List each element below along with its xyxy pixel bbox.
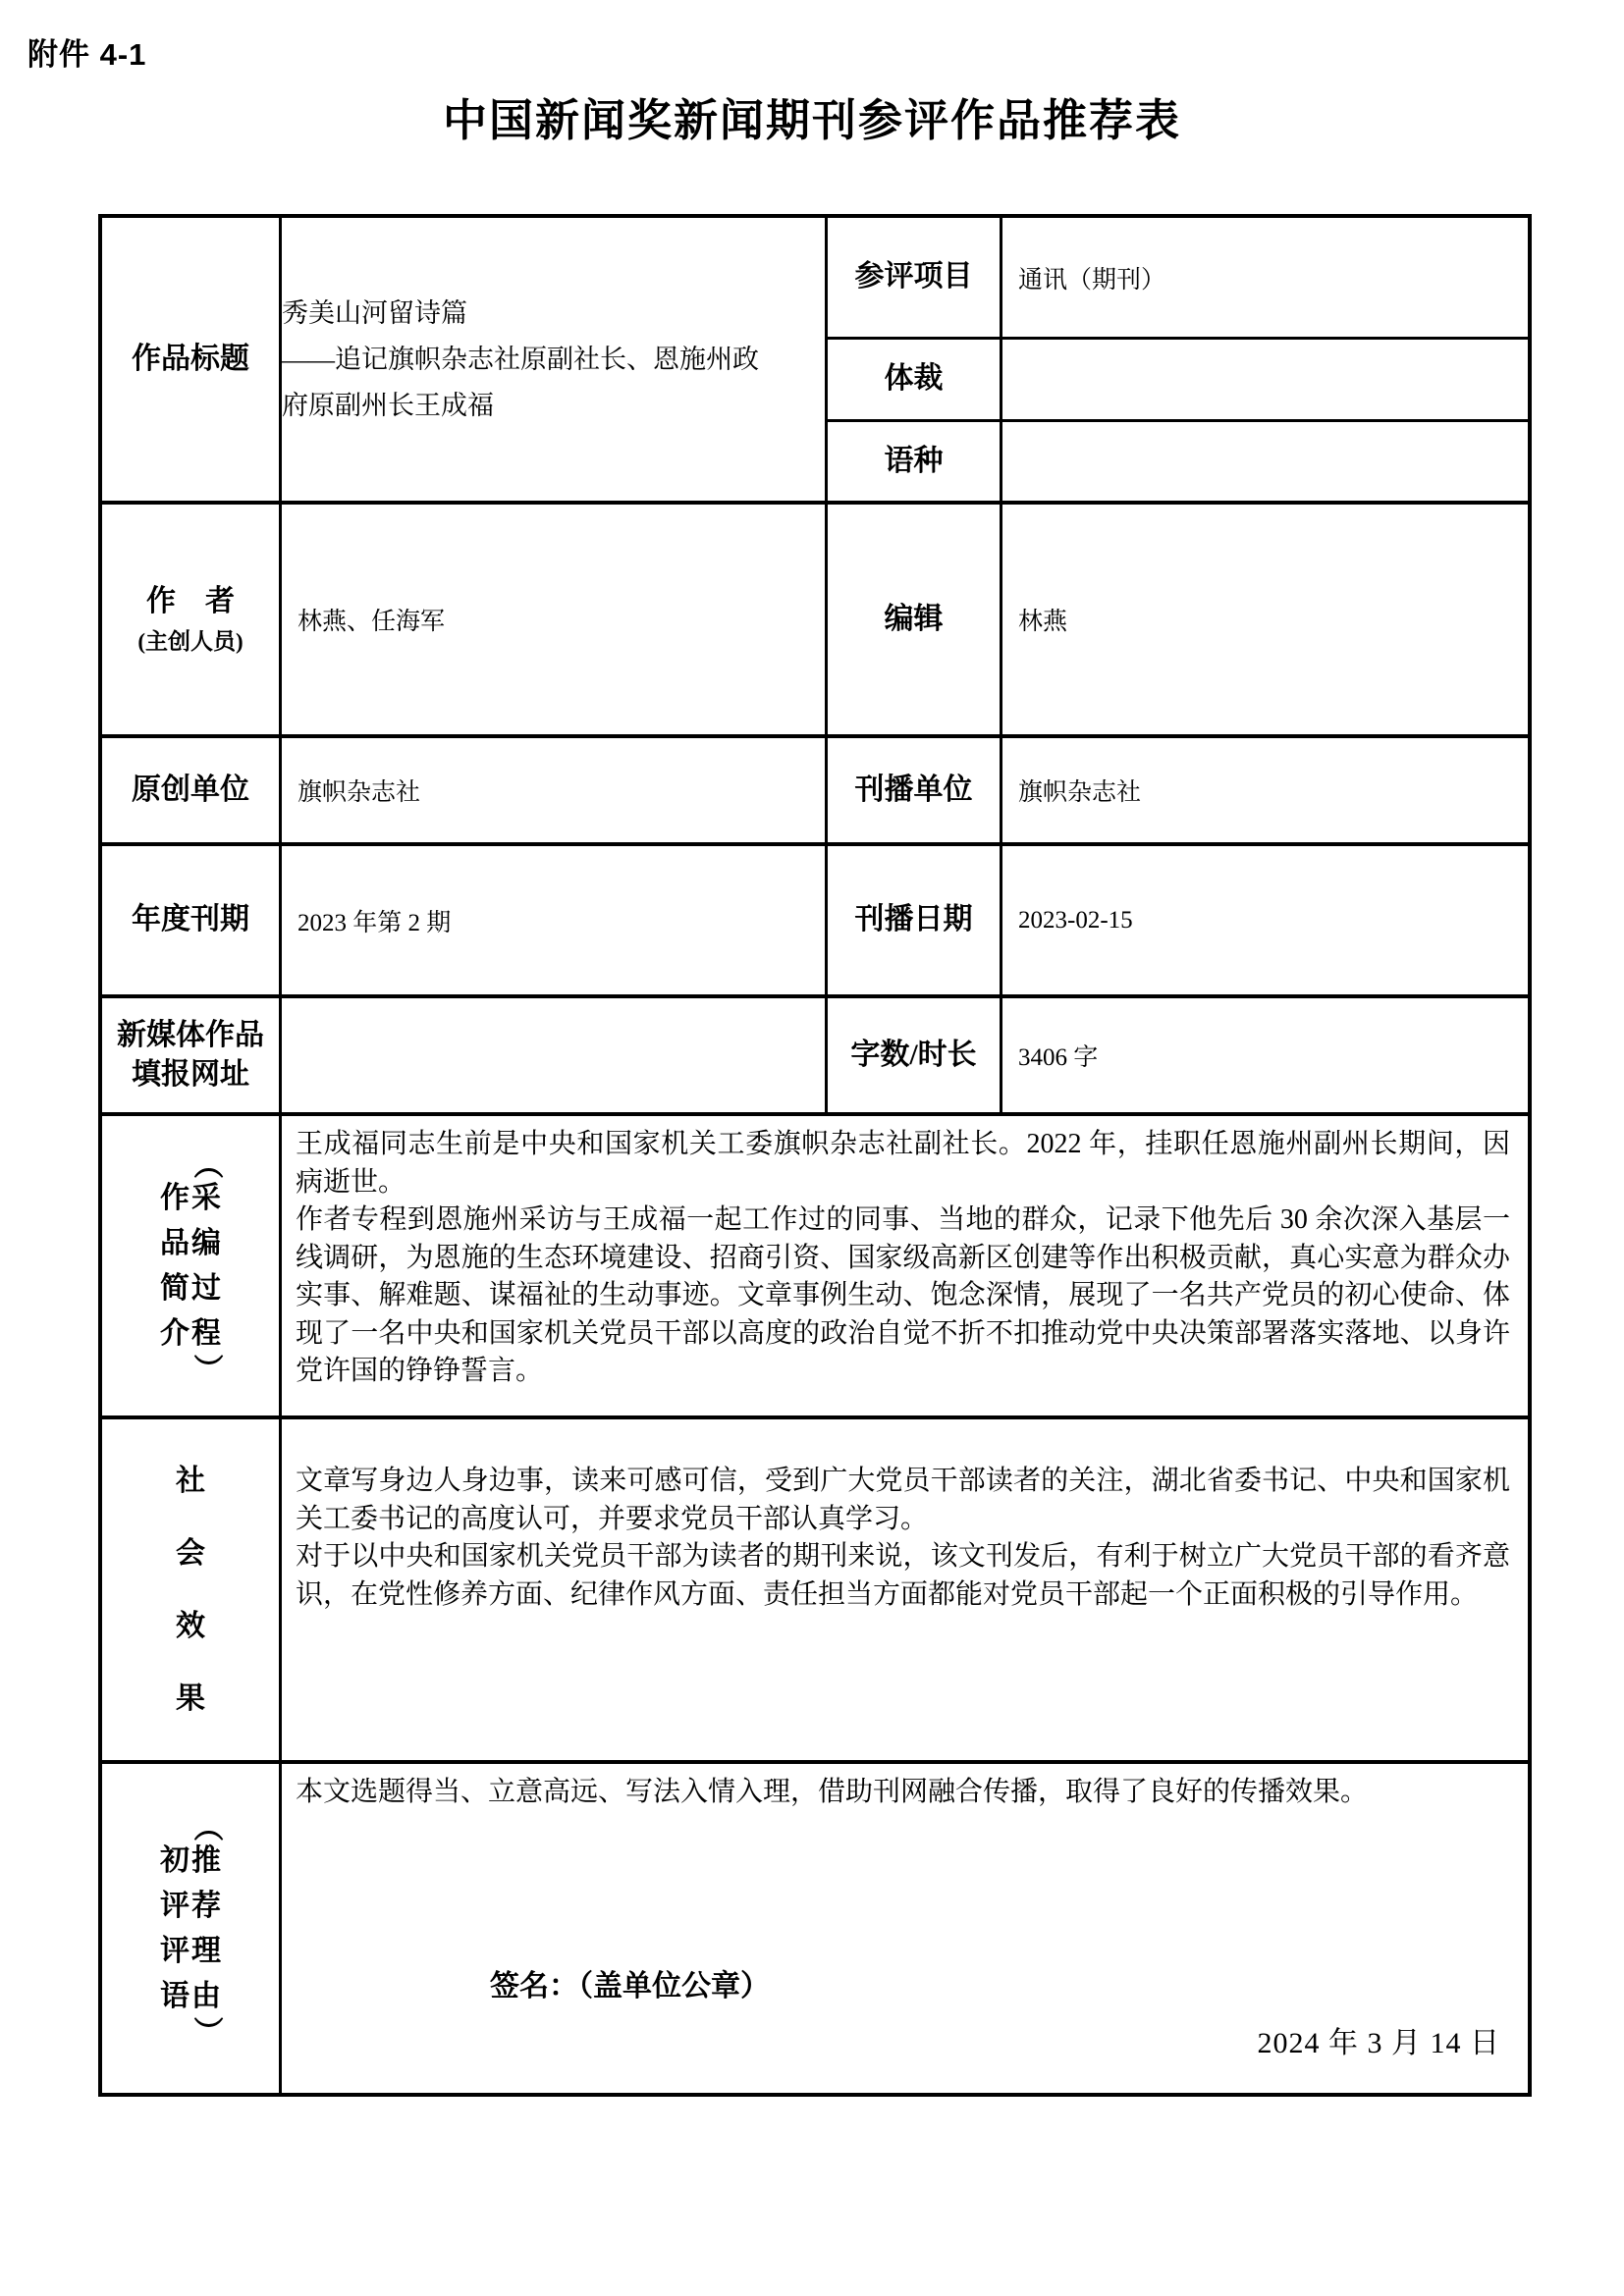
new-media-url-label [102, 998, 282, 1112]
date-line: 2024 年 3 月 14 日 [1257, 2027, 1500, 2059]
intro-label [102, 1116, 282, 1415]
publish-date-label: 刊播日期 [828, 846, 1002, 994]
editor-label: 编辑 [828, 505, 1002, 734]
row-units [102, 738, 1528, 846]
author-label [102, 505, 282, 734]
subrow-language [828, 422, 1528, 501]
row-work-title [102, 218, 1528, 505]
work-title-line-1: 秀美山河留诗篇 [282, 297, 467, 328]
work-title-line-2: ——追记旗帜杂志社原副社长、恩施州政 [282, 344, 759, 374]
publish-date-value: 2023-02-15 [1018, 906, 1133, 934]
work-title-value [282, 218, 828, 501]
row-author [102, 505, 1528, 738]
subrow-entry-category [828, 218, 1528, 340]
intro-paragraph-2: 作者专程到恩施州采访与王成福一起工作过的同事、当地的群众，记录下他先后 30 余次深入基层一线调研，为恩施的生态环境建设、招商引资、国家级高新区创建等作出积极贡献，真心实意为群众办实事、解难题、谋福祉的生动事迹。文章事例生动、饱念深情，展现了一名共产党员的初心使命、体现了一名中央和国家机关党员干部以高度的政治自觉不折不扣推动党中央决策部署落实落地、以身许党许国的铮铮誓言。 [296, 1204, 1510, 1386]
row-recommendation [102, 1764, 1528, 2093]
recommendation-label [102, 1764, 282, 2093]
new-media-url-label-line-2: 填报网址 [132, 1058, 249, 1091]
row-newmedia-wordcount [102, 998, 1528, 1116]
word-count-label: 字数/时长 [828, 998, 1002, 1112]
new-media-url-label-line-1: 新媒体作品 [117, 1018, 264, 1051]
original-unit-value: 旗帜杂志社 [282, 738, 828, 842]
row-social-effect [102, 1419, 1528, 1764]
recommendation-label-col1: 初 评 评 语 [160, 1843, 189, 2012]
author-label-sub: (主创人员) [137, 628, 244, 654]
publish-unit-value: 旗帜杂志社 [1018, 779, 1142, 806]
editor-value: 林燕 [1018, 609, 1068, 635]
author-label-main: 作 者 [146, 585, 235, 618]
year-issue-value: 2023 年第 2 期 [282, 846, 828, 994]
attachment-label: 附件 4-1 [27, 37, 147, 72]
row-issue-date [102, 846, 1528, 998]
intro-label-col1: 作 品 简 介 [160, 1181, 189, 1350]
social-effect-label-text: 社 会 效 果 [176, 1464, 205, 1715]
language-label: 语种 [828, 422, 1002, 501]
entry-category-value: 通讯（期刊） [1018, 266, 1166, 294]
intro-paragraph-1: 王成福同志生前是中央和国家机关工委旗帜杂志社副社长。2022 年，挂职任恩施州副州长期间，因病逝世。 [296, 1129, 1510, 1198]
social-effect-text [282, 1419, 1528, 1760]
recommendation-paragraph: 本文选题得当、立意高远、写法入情入理，借助刊网融合传播，取得了良好的传播效果。 [296, 1777, 1369, 1807]
publish-unit-label: 刊播单位 [828, 738, 1002, 842]
word-count-value: 3406 字 [1018, 1044, 1099, 1071]
category-subcolumn [828, 218, 1528, 501]
intro-text [282, 1116, 1528, 1415]
original-unit-label: 原创单位 [102, 738, 282, 842]
recommendation-form-table [98, 214, 1532, 2097]
social-effect-label [102, 1419, 282, 1760]
social-effect-paragraph-1: 文章写身边人身边事，读来可感可信，受到广大党员干部读者的关注，湖北省委书记、中央和国家机关工委书记的高度认可，并要求党员干部认真学习。 [296, 1466, 1510, 1534]
work-title-line-3: 府原副州长王成福 [282, 390, 494, 420]
row-intro [102, 1116, 1528, 1419]
year-issue-label: 年度刊期 [102, 846, 282, 994]
intro-label-col2: （ 采 编 过 程 ） [190, 1148, 223, 1383]
page-title: 中国新闻奖新闻期刊参评作品推荐表 [442, 96, 1181, 145]
author-value: 林燕、任海军 [282, 505, 828, 734]
recommendation-content [282, 1764, 1528, 2093]
subrow-genre [828, 340, 1528, 422]
language-value [1002, 422, 1528, 501]
genre-value [1002, 340, 1528, 419]
social-effect-paragraph-2: 对于以中央和国家机关党员干部为读者的期刊来说，该文刊发后，有利于树立广大党员干部的看齐意识，在党性修养方面、纪律作风方面、责任担当方面都能对党员干部起一个正面积极的引导作用。 [296, 1541, 1510, 1610]
new-media-url-value [282, 998, 828, 1112]
work-title-label: 作品标题 [102, 218, 282, 501]
entry-category-label: 参评项目 [828, 218, 1002, 337]
genre-label: 体裁 [828, 340, 1002, 419]
signature-line: 签名：（盖单位公章） [490, 1970, 770, 2002]
recommendation-label-col2: （ 推 荐 理 由 ） [190, 1811, 223, 2046]
